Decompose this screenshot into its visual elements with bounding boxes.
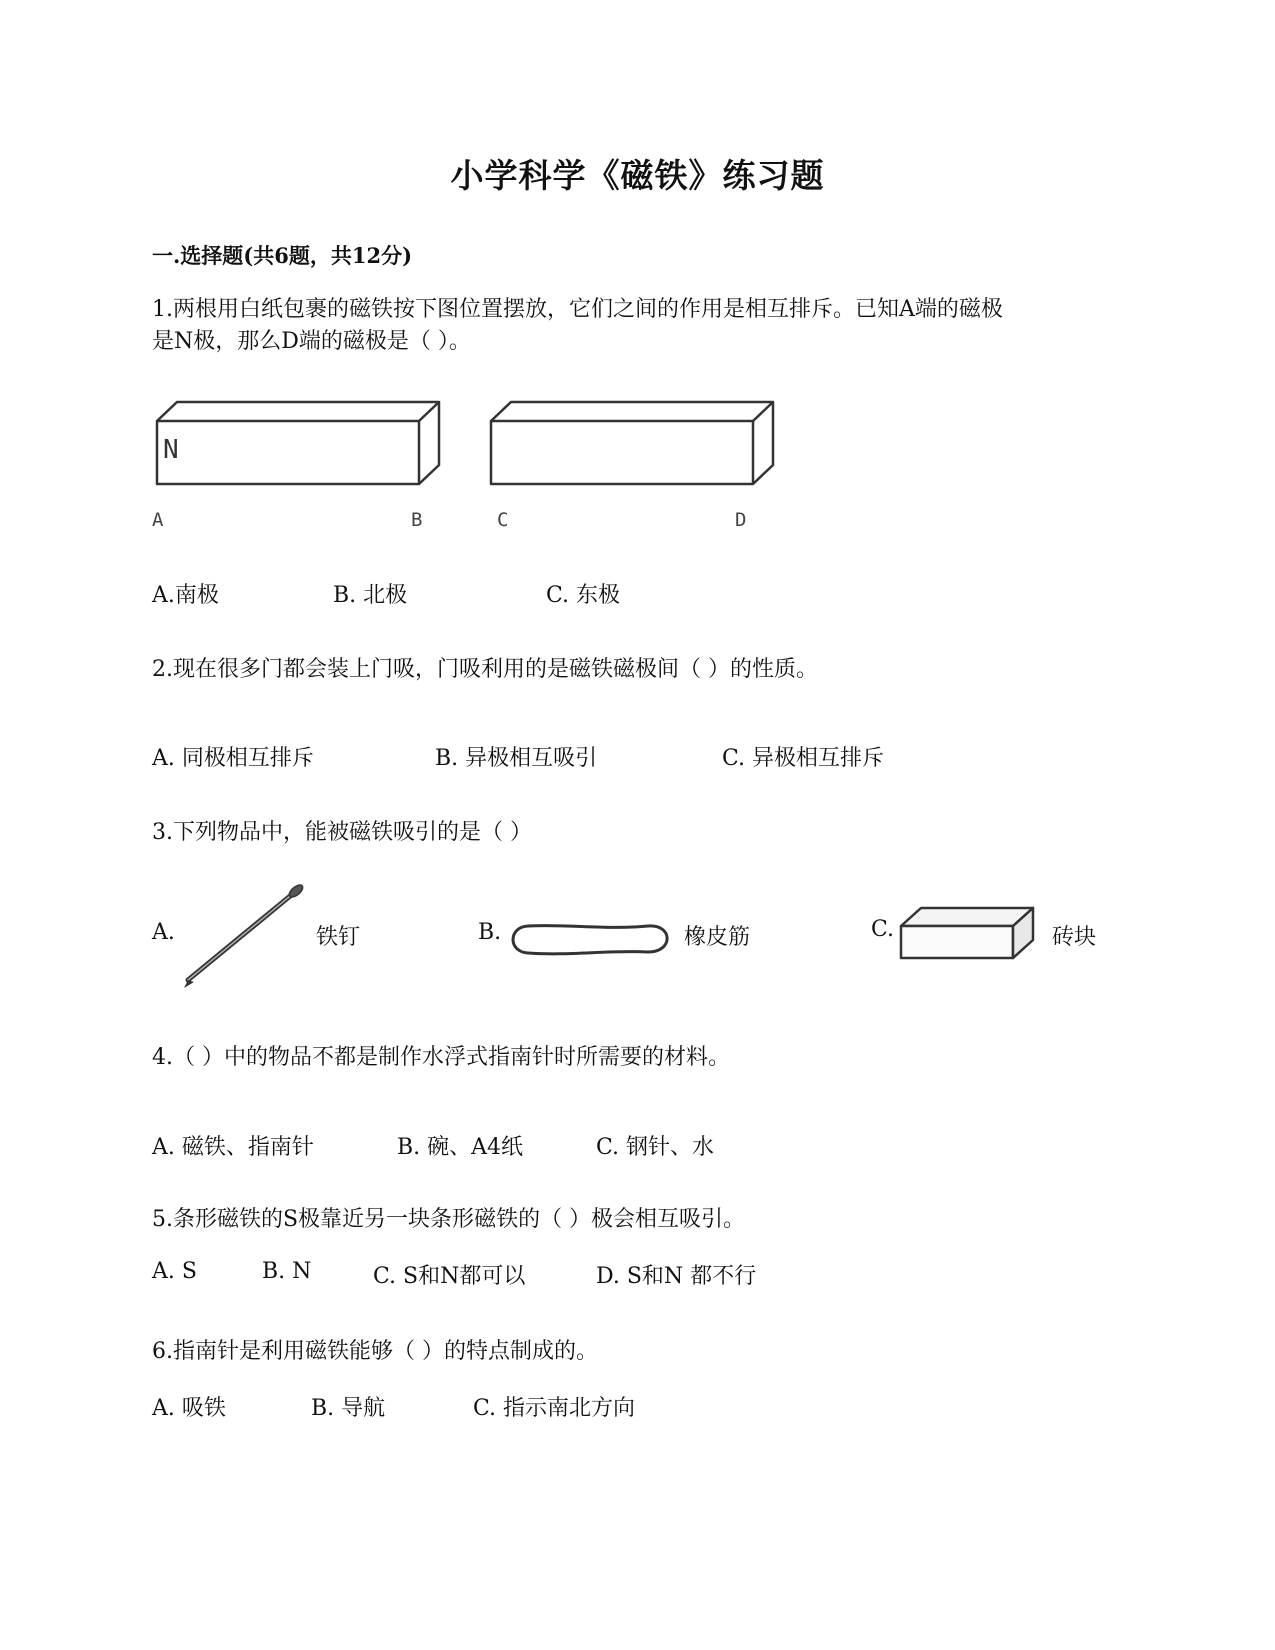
- q1-option-a[interactable]: A.南极: [152, 583, 219, 608]
- question-1-line-1: 1.两根用白纸包裹的磁铁按下图位置摆放，它们之间的作用是相互排斥。已知A端的磁极: [152, 297, 1003, 322]
- question-5: 5.条形磁铁的S极靠近另一块条形磁铁的（ ）极会相互吸引。: [152, 1207, 746, 1232]
- magnet-n-mark: N: [163, 435, 179, 465]
- q2-option-c[interactable]: C. 异极相互排斥: [722, 746, 885, 771]
- question-6: 6.指南针是利用磁铁能够（ ）的特点制成的。: [152, 1339, 598, 1364]
- end-label-c: C: [497, 509, 509, 531]
- q6-option-c[interactable]: C. 指示南北方向: [473, 1396, 636, 1421]
- rubber-band-icon: [508, 920, 673, 960]
- nail-icon: [180, 880, 305, 990]
- q5-option-b[interactable]: B. N: [262, 1259, 312, 1284]
- end-label-a: A: [152, 509, 164, 531]
- q3-option-a-letter[interactable]: A.: [152, 920, 175, 945]
- end-label-d: D: [735, 509, 747, 531]
- question-3: 3.下列物品中，能被磁铁吸引的是（ ）: [152, 820, 532, 845]
- q3-option-c-name: 砖块: [1052, 925, 1097, 950]
- question-2: 2.现在很多门都会装上门吸，门吸利用的是磁铁磁极间（ ）的性质。: [152, 657, 818, 682]
- end-label-b: B: [411, 509, 423, 531]
- q6-option-b[interactable]: B. 导航: [311, 1396, 386, 1421]
- q4-option-a[interactable]: A. 磁铁、指南针: [152, 1135, 314, 1160]
- q2-option-a[interactable]: A. 同极相互排斥: [152, 746, 314, 771]
- q3-option-c-letter[interactable]: C.: [871, 917, 895, 942]
- q3-option-b-name: 橡皮筋: [684, 925, 751, 950]
- brick-icon: [897, 900, 1037, 970]
- section-heading: 一.选择题(共6题，共12分): [152, 243, 413, 268]
- q6-option-a[interactable]: A. 吸铁: [152, 1396, 226, 1421]
- q5-option-a[interactable]: A. S: [152, 1259, 197, 1284]
- magnet-ab: [157, 402, 439, 484]
- question-1-line-2: 是N极，那么D端的磁极是（ ）。: [152, 329, 471, 354]
- q1-option-b[interactable]: B. 北极: [333, 583, 408, 608]
- magnet-cd: [491, 402, 773, 484]
- page-title: 小学科学《磁铁》练习题: [450, 156, 825, 195]
- q5-option-c[interactable]: C. S和N都可以: [373, 1264, 526, 1289]
- q3-option-a-name: 铁钉: [316, 925, 361, 950]
- q4-option-b[interactable]: B. 碗、A4纸: [397, 1135, 524, 1160]
- q3-option-b-letter[interactable]: B.: [478, 920, 502, 945]
- question-4: 4.（ ）中的物品不都是制作水浮式指南针时所需要的材料。: [152, 1045, 730, 1070]
- q5-option-d[interactable]: D. S和N 都不行: [596, 1264, 757, 1289]
- q2-option-b[interactable]: B. 异极相互吸引: [435, 746, 598, 771]
- q4-option-c[interactable]: C. 钢针、水: [596, 1135, 715, 1160]
- q1-option-c[interactable]: C. 东极: [546, 583, 621, 608]
